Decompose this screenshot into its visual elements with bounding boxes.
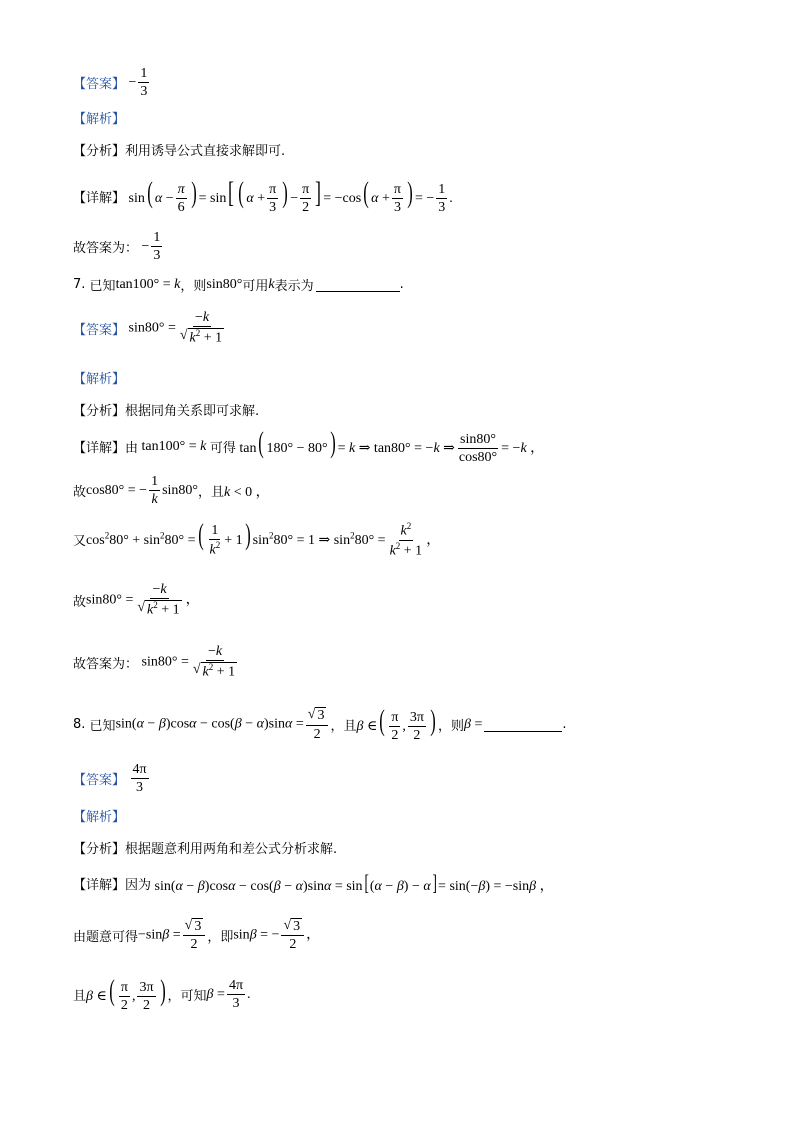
question-number: 8. <box>73 717 86 733</box>
detail-tag: 【详解】 <box>73 878 126 893</box>
fenxi-tag: 【分析】 <box>73 842 126 857</box>
answer-tag: 【答案】 <box>73 322 126 338</box>
analysis-tag: 解析 <box>86 810 113 825</box>
q7-line-gu2: 故 sin80° = −k √ $k^2 + 1$ ， <box>73 582 200 619</box>
q7-fenxi-line <box>73 400 259 419</box>
q8-line2: 由题意可得 −sinβ = √ 3 2 ，即 sinβ = − √ 3 2 ， <box>73 918 321 953</box>
math: sin( α − $\frac{\pi}{6}$ ) = sin[ ( α + $\frac{\pi}{3}$ ) − $\frac{\pi}{2}$ ] = −cos( α + $\frac{\pi}{3}$ ) = − $\frac{1}{3}$ . <box>125 176 453 216</box>
math: − $\frac{1}{3}$ <box>125 66 148 100</box>
math: sin80° <box>206 276 243 292</box>
math: sin80° = −k √ $k^2 + 1$ ， <box>86 582 200 619</box>
detail-tag: 【详解】 <box>73 441 126 457</box>
q6-analysis-heading: 【 解析 】 <box>73 108 125 127</box>
q7-answer-line <box>73 310 228 346</box>
q8-detail-line: 【详解】 因为 sin(α − β)cosα − cos(β − α)sinα = sin[(α − β) − α]= sin(−β) = −sinβ ， <box>73 870 554 895</box>
q8-stem: 8. 已知 sin(α − β)cosα − cos(β − α)sinα = √ 3 2 ，且 β ∈( $\frac{\pi}{2}$ , $\frac{3\pi}{2}$ ) ，则 β = . <box>73 704 567 744</box>
q6-fenxi-line <box>73 140 285 159</box>
q6-answer-line <box>73 66 151 100</box>
q7-detail-line: 【详解】 由 tan100° = k 可得 tan( 180° − 80°) = k ⇒ tan80° = −k ⇒ $\frac{\sin 80^\circ}{\cos 80^\circ}$ = −k ， <box>73 426 545 466</box>
q7-analysis-heading: 【 解析 】 <box>73 368 125 387</box>
stem-text: 已知 <box>89 279 116 294</box>
analysis-tag: 解析 <box>86 372 113 387</box>
q8-fenxi-line <box>73 838 337 857</box>
conclusion-text: 故答案为： <box>73 241 139 257</box>
detail-tag: 【详解】 <box>73 191 126 207</box>
fenxi-tag: 【分析】 <box>73 144 126 159</box>
math: cos80° = − $\frac{1}{k}$ sin80° <box>86 474 199 508</box>
math: tan( 180° − 80°) = k ⇒ tan80° = −k ⇒ $\frac{\sin 80^\circ}{\cos 80^\circ}$ = −k ， <box>235 426 545 466</box>
math: sin80° = −k √ $k^2 + 1$ <box>125 310 223 347</box>
q6-conclusion <box>73 230 164 264</box>
math: k <box>268 276 275 292</box>
math: $\cos^280^\circ + \sin^280^\circ$ =( $\frac{1}{k^2}$ + 1) $\sin^280^\circ = 1$ ⇒ $\sin^280^\circ$ = $\frac{k^2}{k^2 + 1}$ ， <box>86 518 441 559</box>
conclusion-text: 故答案为： <box>73 656 139 672</box>
answer-tag: 【答案】 <box>73 773 126 789</box>
math: sin(α − β)cosα − cos(β − α)sinα = √ 3 2 <box>116 707 331 742</box>
math: β = <box>463 716 483 732</box>
answer-tag: 【答案】 <box>73 77 126 93</box>
fenxi-text: 根据同角关系即可求解. <box>125 404 260 419</box>
math: tan100° = k <box>138 438 207 454</box>
math: − $\frac{1}{3}$ <box>138 230 161 264</box>
q8-answer-line <box>73 762 151 796</box>
math: tan100° = k <box>115 276 181 292</box>
question-number: 7. <box>73 277 86 292</box>
fenxi-text: 利用诱导公式直接求解即可. <box>125 144 286 159</box>
math: −sinβ = √ 3 2 <box>138 918 207 953</box>
q7-line-you: 又 $\cos^280^\circ + \sin^280^\circ$ =( $\frac{1}{k^2}$ + 1) $\sin^280^\circ = 1$ ⇒ $\sin^280^\circ$ = $\frac{k^2}{k^2 + 1}$ ， <box>73 518 441 559</box>
answer-blank <box>316 277 400 292</box>
math: k < 0 ， <box>224 484 270 500</box>
math: sinβ = − √ 3 2 ， <box>233 918 321 953</box>
math: β ∈( $\frac{\pi}{2}$ , $\frac{3\pi}{2}$ ) <box>86 974 166 1014</box>
fenxi-text: 根据题意利用两角和差公式分析求解. <box>125 842 338 857</box>
q7-stem: 7. 已知 tan100° = k ，则 sin80° 可用 k 表示为 . <box>73 276 404 294</box>
q7-conclusion <box>73 644 241 680</box>
answer-blank <box>484 717 562 732</box>
math: sin(α − β)cosα − cos(β − α)sinα = sin[(α − β) − α]= sin(−β) = −sinβ ， <box>151 870 554 895</box>
q8-analysis-heading: 【 解析 】 <box>73 806 125 825</box>
analysis-tag: 解析 <box>86 112 113 127</box>
q8-line3: 且 β ∈( $\frac{\pi}{2}$ , $\frac{3\pi}{2}$ ) ，可知 β = $\frac{4\pi}{3}$ . <box>73 974 251 1014</box>
math: $\frac{4\pi}{3}$ <box>132 762 147 796</box>
q6-detail-line <box>73 178 453 216</box>
fenxi-tag: 【分析】 <box>73 404 126 419</box>
math: β ∈( $\frac{\pi}{2}$ , $\frac{3\pi}{2}$ ) <box>356 704 436 744</box>
q7-line-gu: 故 cos80° = − $\frac{1}{k}$ sin80° ，且 k < 0 ， <box>73 474 270 508</box>
math: sin80° = −k √ $k^2 + 1$ <box>138 644 236 681</box>
math: β = $\frac{4\pi}{3}$ . <box>206 977 251 1012</box>
